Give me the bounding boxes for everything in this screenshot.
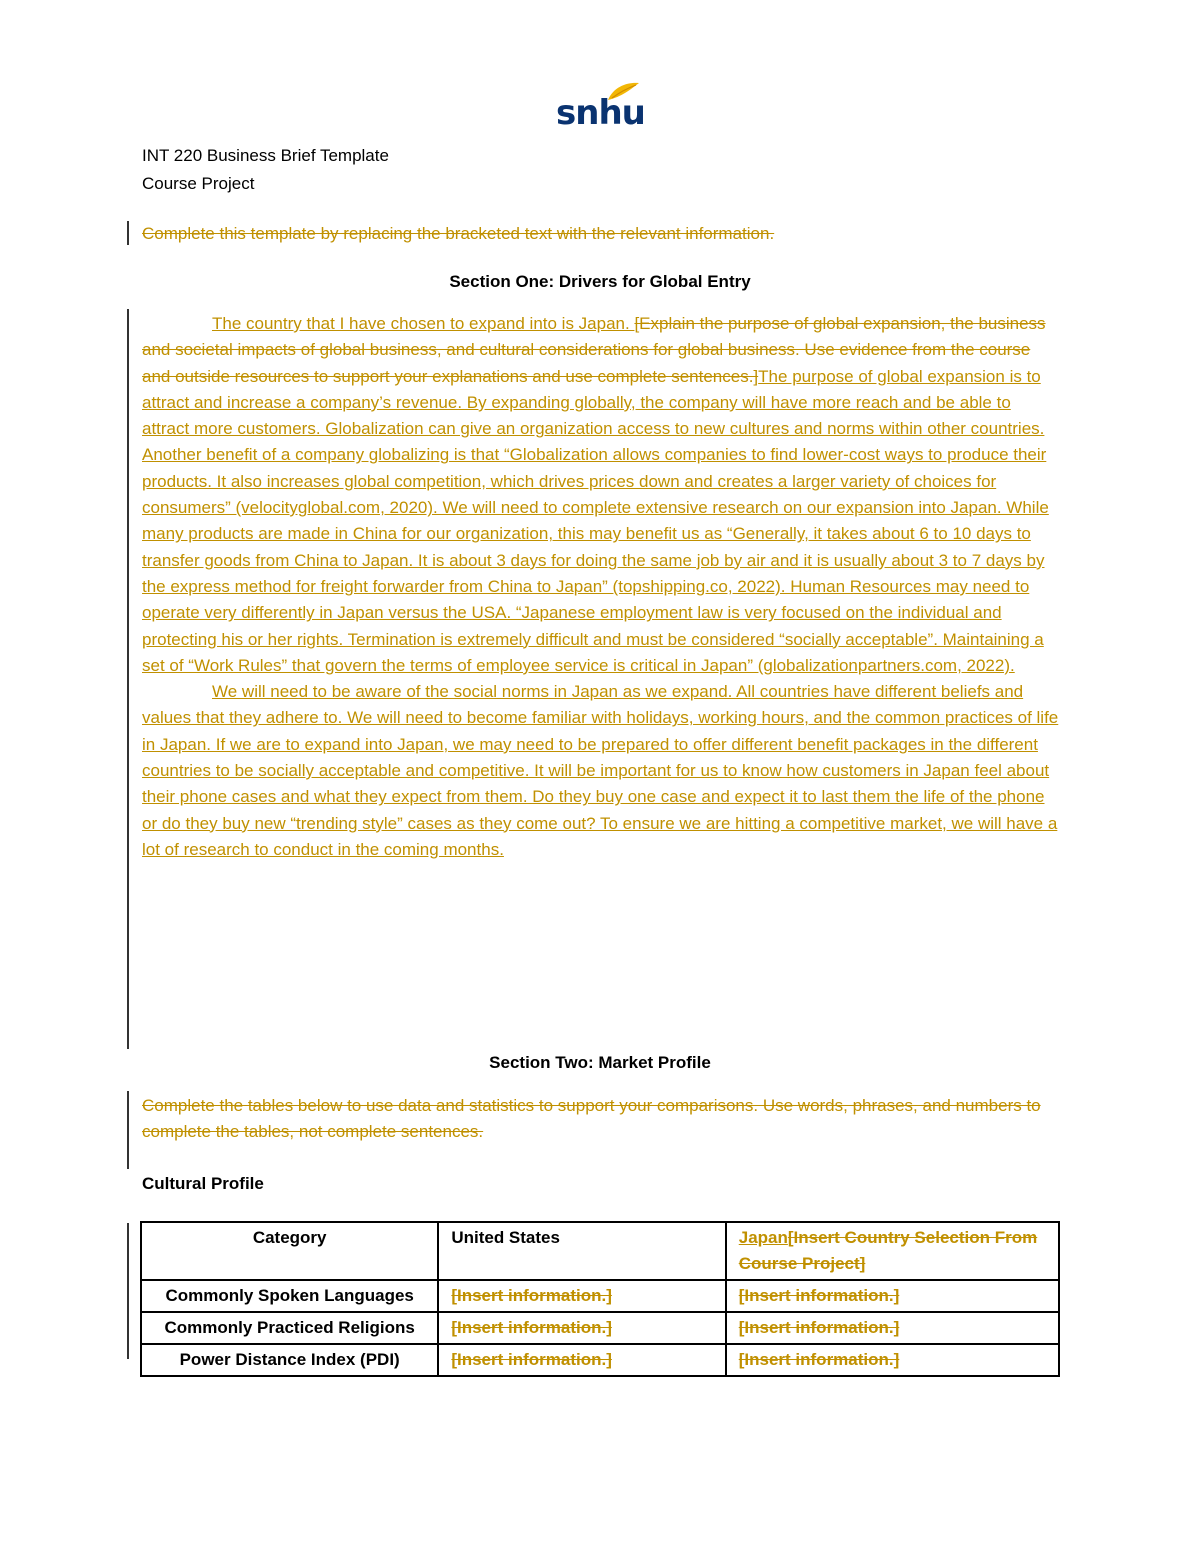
document-subtitle: Course Project — [142, 174, 255, 193]
paragraph-1-intro: The country that I have chosen to expand into is Japan. — [212, 314, 635, 333]
row-label: Power Distance Index (PDI) — [141, 1344, 438, 1376]
paragraph-1-struck: [Explain the purpose of global expansion, the business and societal impacts of global business, and cultural considerations for global business. Use evidence from the course and outside resources to support your explanations and use complete sentences.] — [142, 314, 1046, 386]
template-instructions: Complete this template by replacing the bracketed text with the relevant information. — [142, 224, 775, 243]
section-two-heading: Section Two: Market Profile — [489, 1053, 711, 1072]
cell-us: [Insert information.] — [438, 1312, 725, 1344]
table-row — [141, 1312, 1059, 1344]
section-two-instructions-text: Complete the tables below to use data and statistics to support your comparisons. Use words, phrases, and numbers to complete the tables, not complete sentences. — [142, 1096, 1041, 1142]
section-two-instructions — [142, 1093, 1062, 1146]
cell-country: [Insert information.] — [726, 1280, 1059, 1312]
change-bar — [127, 1091, 129, 1169]
table-row — [141, 1344, 1059, 1376]
paragraph-2: We will need to be aware of the social norms in Japan as we expand. All countries have different beliefs and values that they adhere to. We will need to become familiar with holidays, working hours, and the common practices of life in Japan. If we are to expand into Japan, we may need to be prepared to offer different benefit packages in the different countries to be socially acceptable and competitive. It will be important for us to know how customers in Japan feel about their phone cases and what they expect from them. Do they buy one case and expect it to last them the life of the phone or do they buy new “trending style” cases as they come out? To ensure we are hitting a competitive market, we will have a lot of research to conduct in the coming months. — [142, 682, 1059, 859]
table-row — [141, 1280, 1059, 1312]
header-country-inserted: Japan — [738, 1228, 788, 1247]
header-country — [726, 1222, 1059, 1280]
cultural-profile-title: Cultural Profile — [142, 1174, 264, 1193]
change-bar — [127, 309, 129, 1049]
paragraph-1 — [142, 311, 1062, 679]
change-bar — [127, 1223, 129, 1359]
row-label: Commonly Spoken Languages — [141, 1280, 438, 1312]
section-one-body — [142, 311, 1062, 863]
table-header-row — [141, 1222, 1059, 1280]
document-title: INT 220 Business Brief Template — [142, 146, 389, 165]
cell-country: [Insert information.] — [726, 1344, 1059, 1376]
cell-us: [Insert information.] — [438, 1280, 725, 1312]
cell-country: [Insert information.] — [726, 1312, 1059, 1344]
logo-wordmark: snhu — [556, 93, 645, 133]
change-bar — [127, 221, 129, 245]
header-united-states: United States — [438, 1222, 725, 1280]
cultural-profile-table — [140, 1221, 1060, 1377]
header-category: Category — [141, 1222, 438, 1280]
row-label: Commonly Practiced Religions — [141, 1312, 438, 1344]
header-country-struck: [Insert Country Selection From Course Project] — [738, 1228, 1038, 1273]
snhu-logo — [556, 80, 645, 133]
cell-us: [Insert information.] — [438, 1344, 725, 1376]
paragraph-1-body: The purpose of global expansion is to attract and increase a company’s revenue. By expanding globally, the company will have more reach and be able to attract more customers. Globalization can give an organization access to new cultures and norms within other countries. Another benefit of a company globalizing is that “Globalization allows companies to find lower-cost ways to produce their products. It also increases global competition, which drives prices down and creates a larger variety of choices for consumers” (velocityglobal.com, 2020). We will need to complete extensive research on our expansion into Japan. While many products are made in China for our organization, this may benefit us as “Generally, it takes about 6 to 10 days to transfer goods from China to Japan. It is about 3 days for doing the same job by air and it is usually about 3 to 7 days by the express method for freight forwarder from China to Japan” (topshipping.co, 2022). Human Resources may need to operate very differently in Japan versus the USA. “Japanese employment law is very focused on the individual and protecting his or her rights. Termination is extremely difficult and must be considered “socially acceptable”. Maintaining a set of “Work Rules” that govern the terms of employee service is critical in Japan” (globalizationpartners.com, 2022). — [142, 366, 1049, 675]
section-one-heading: Section One: Drivers for Global Entry — [449, 272, 751, 291]
